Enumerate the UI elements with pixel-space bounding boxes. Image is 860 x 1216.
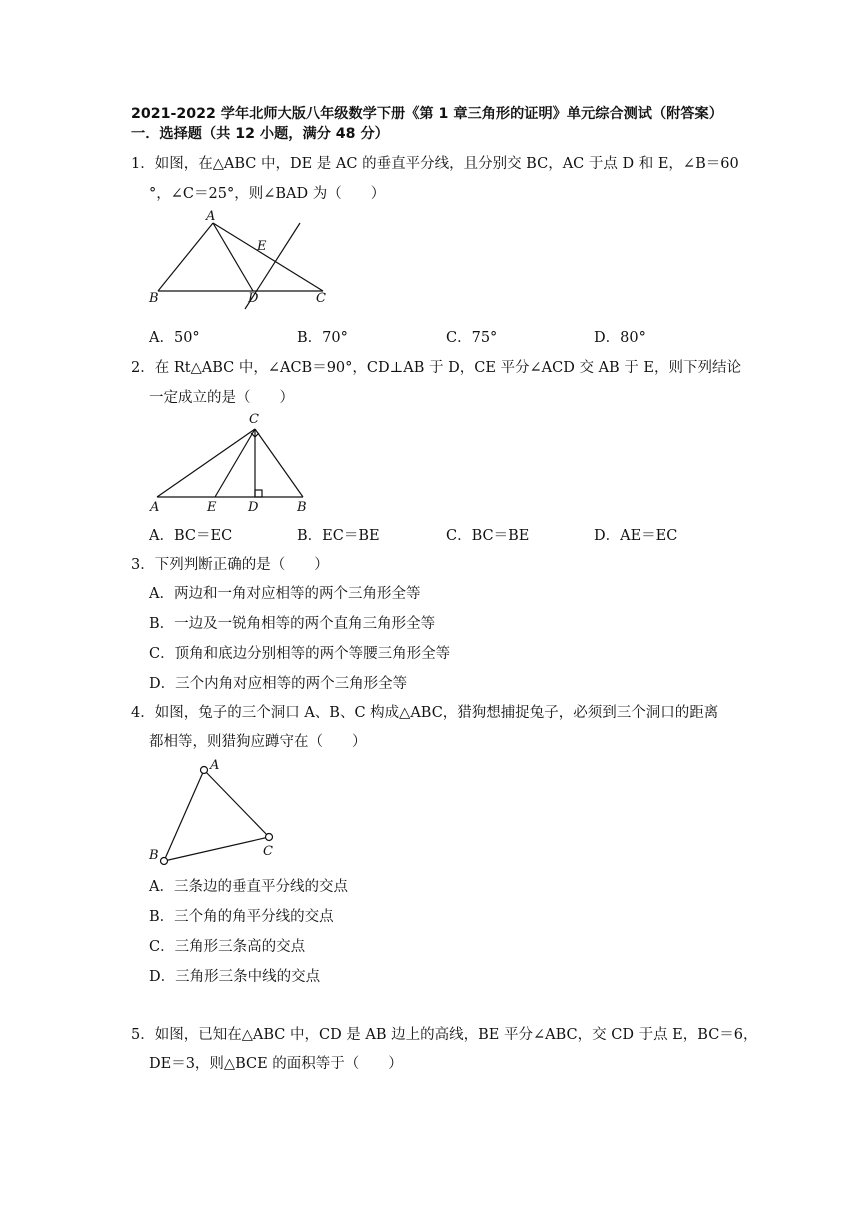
- q1-label-b: B: [149, 291, 159, 306]
- q2-option-b: B．EC＝BE: [297, 528, 380, 544]
- q2-line2: 一定成立的是（ ）: [149, 390, 294, 406]
- document-title: 2021-2022 学年北师大版八年级数学下册《第 1 章三角形的证明》单元综合测试（附答案）: [131, 106, 723, 122]
- q2-option-a: A．BC＝EC: [149, 528, 233, 544]
- q5-line2: DE＝3，则△BCE 的面积等于（ ）: [149, 1056, 403, 1072]
- q2-label-e: E: [207, 500, 217, 515]
- q3-option-c: C．顶角和底边分别相等的两个等腰三角形全等: [149, 646, 451, 662]
- q1-line1: 1．如图，在△ABC 中，DE 是 AC 的垂直平分线，且分别交 BC，AC 于点 D 和 E，∠B＝60: [131, 156, 739, 172]
- q2-label-c: C: [249, 412, 259, 427]
- q3-line1: 3．下列判断正确的是（ ）: [131, 557, 329, 573]
- q2-option-d: D．AE＝EC: [594, 528, 678, 544]
- q2-line1: 2．在 Rt△ABC 中，∠ACB＝90°，CD⊥AB 于 D，CE 平分∠ACD 交 AB 于 E，则下列结论: [131, 360, 742, 376]
- q2-figure: [145, 408, 315, 518]
- q4-line2: 都相等，则猎狗应蹲守在（ ）: [149, 734, 367, 750]
- q4-label-a: A: [210, 758, 220, 773]
- q4-option-c: C．三角形三条高的交点: [149, 939, 306, 955]
- q1-figure: [140, 205, 340, 315]
- q5-line1: 5．如图，已知在△ABC 中，CD 是 AB 边上的高线，BE 平分∠ABC，交 CD 于点 E，BC＝6，: [131, 1027, 758, 1043]
- q4-line1: 4．如图，兔子的三个洞口 A、B、C 构成△ABC，猎狗想捕捉兔子，必须到三个洞口的距离: [131, 705, 719, 721]
- q4-figure: [145, 755, 285, 870]
- q3-option-a: A．两边和一角对应相等的两个三角形全等: [149, 586, 421, 602]
- section-heading: 一．选择题（共 12 小题，满分 48 分）: [131, 126, 389, 142]
- q2-label-d: D: [248, 500, 259, 515]
- q4-option-d: D．三角形三条中线的交点: [149, 969, 321, 985]
- q1-label-d: D: [248, 291, 259, 306]
- q3-option-b: B．一边及一锐角相等的两个直角三角形全等: [149, 616, 436, 632]
- q4-option-b: B．三个角的角平分线的交点: [149, 909, 334, 925]
- q2-label-a: A: [150, 500, 160, 515]
- q1-label-e: E: [257, 239, 267, 254]
- q1-option-c: C．75°: [446, 330, 498, 346]
- q4-label-b: B: [149, 848, 159, 863]
- q4-option-a: A．三条边的垂直平分线的交点: [149, 879, 348, 895]
- q4-label-c: C: [263, 844, 273, 859]
- q2-option-c: C．BC＝BE: [446, 528, 530, 544]
- q1-label-a: A: [206, 209, 216, 224]
- q3-option-d: D．三个内角对应相等的两个三角形全等: [149, 676, 408, 692]
- q1-option-b: B．70°: [297, 330, 348, 346]
- q1-option-a: A．50°: [149, 330, 200, 346]
- q1-option-d: D．80°: [594, 330, 646, 346]
- q1-line2: °，∠C＝25°，则∠BAD 为（ ）: [149, 186, 386, 202]
- q2-label-b: B: [297, 500, 307, 515]
- q1-label-c: C: [316, 291, 326, 306]
